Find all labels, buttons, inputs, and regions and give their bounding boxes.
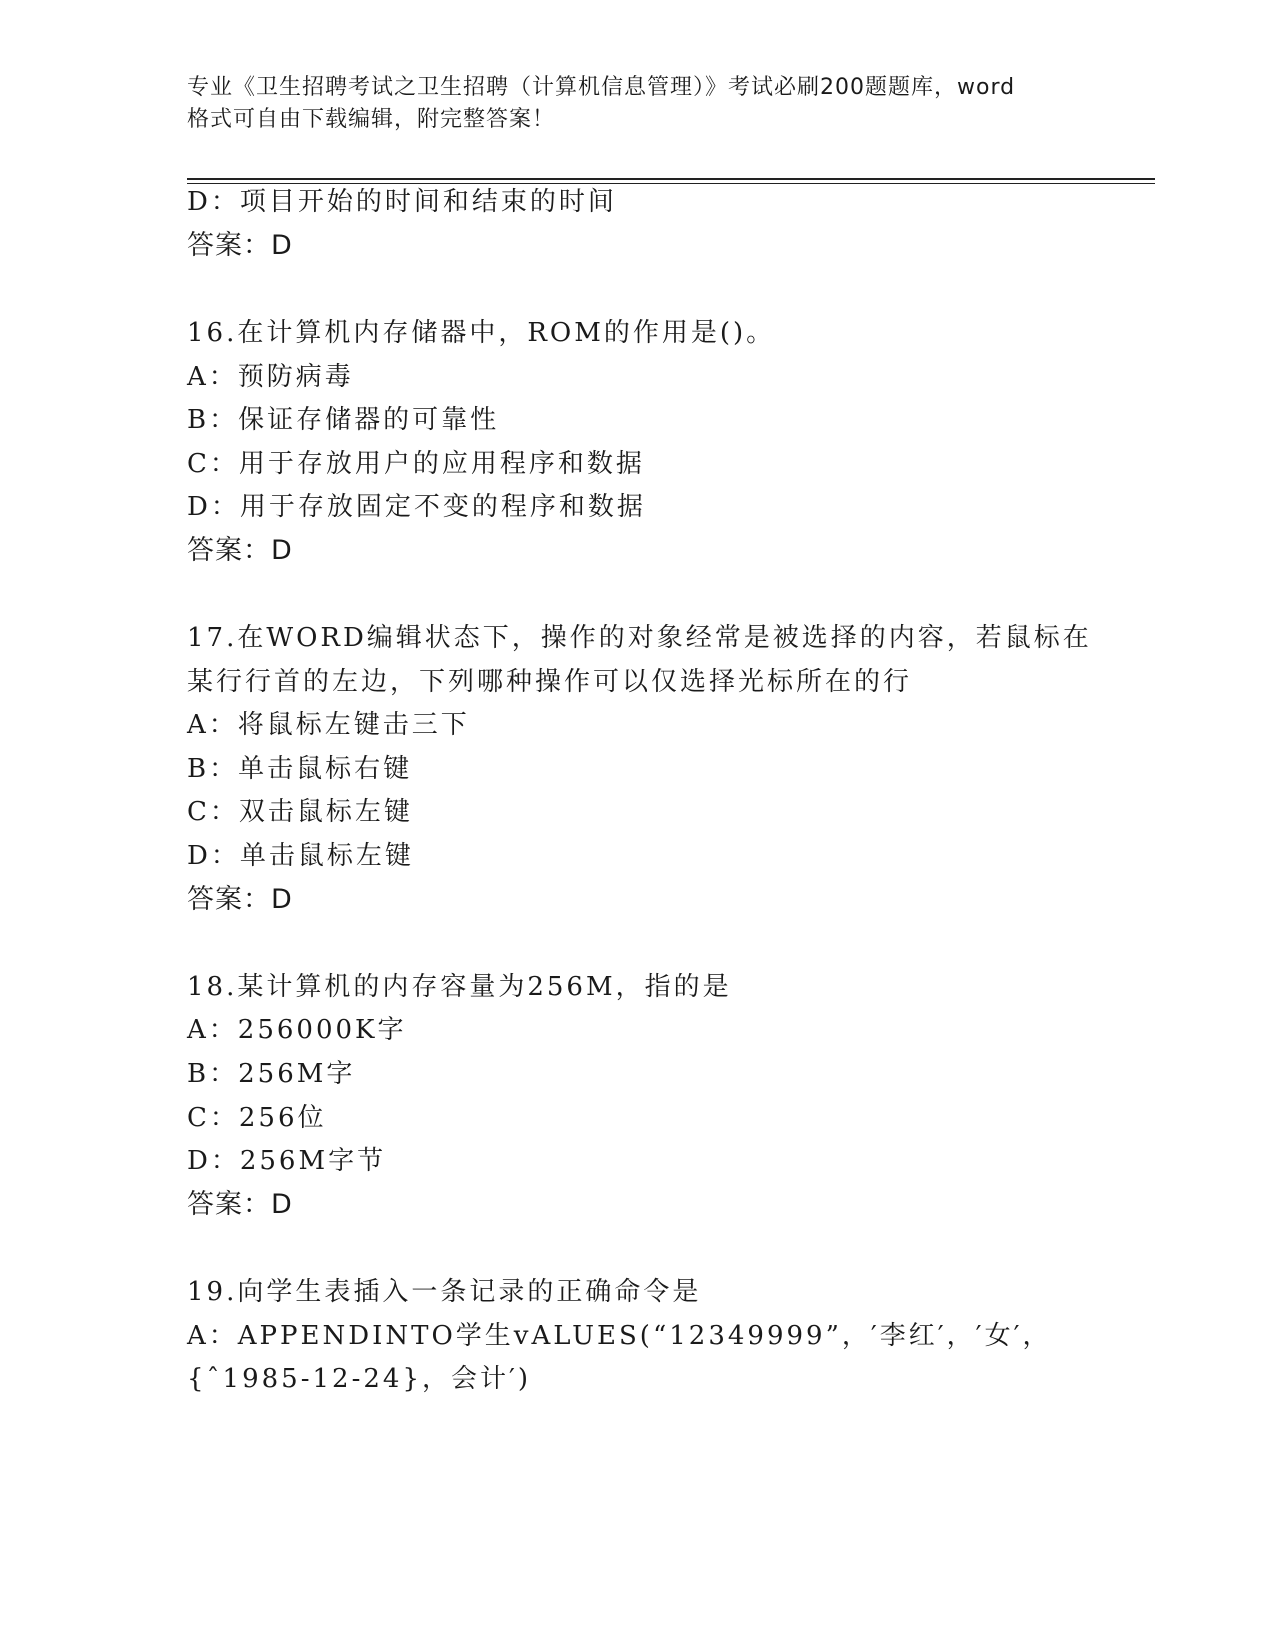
q17-option-c: C：双击鼠标左键 <box>187 797 413 827</box>
q17-option-b: B：单击鼠标右键 <box>187 754 413 784</box>
q16-option-c: C：用于存放用户的应用程序和数据 <box>187 449 645 479</box>
q15-answer: 答案：D <box>187 230 293 261</box>
q19-stem: 19.向学生表插入一条记录的正确命令是 <box>187 1277 702 1307</box>
q17-option-d: D：单击鼠标左键 <box>187 841 414 871</box>
q16-option-d: D：用于存放固定不变的程序和数据 <box>187 492 646 522</box>
header-line-2: 格式可自由下载编辑，附完整答案！ <box>187 107 556 132</box>
header-divider-thin <box>187 183 1155 184</box>
header-divider-thick <box>187 178 1155 180</box>
q16-stem: 16.在计算机内存储器中，ROM的作用是()。 <box>187 318 776 348</box>
q17-option-a: A：将鼠标左键击三下 <box>187 710 470 740</box>
q18-option-d: D：256M字节 <box>187 1146 387 1176</box>
q18-option-b: B：256M字 <box>187 1059 356 1089</box>
q18-option-c: C：256位 <box>187 1103 327 1133</box>
q18-stem: 18.某计算机的内存容量为256M，指的是 <box>187 972 732 1002</box>
q17-stem-line-1: 17.在WORD编辑状态下，操作的对象经常是被选择的内容，若鼠标在 <box>187 623 1092 653</box>
q16-answer: 答案：D <box>187 535 293 566</box>
q18-answer: 答案：D <box>187 1189 293 1220</box>
q16-option-b: B：保证存储器的可靠性 <box>187 405 500 435</box>
header-line-1: 专业《卫生招聘考试之卫生招聘（计算机信息管理）》考试必刷200题题库，word <box>187 75 1016 100</box>
q15-option-d: D：项目开始的时间和结束的时间 <box>187 187 617 217</box>
document-header <box>187 72 1107 136</box>
q17-stem-line-2: 某行行首的左边，下列哪种操作可以仅选择光标所在的行 <box>187 667 913 697</box>
q18-option-a: A：256000K字 <box>187 1015 407 1045</box>
q16-option-a: A：预防病毒 <box>187 362 354 392</box>
q17-answer: 答案：D <box>187 884 293 915</box>
q19-option-a-line-2: {ˆ1985-12-24}，会计′) <box>187 1364 532 1394</box>
q19-option-a-line-1: A：APPENDINTO学生vALUES(“12349999”，′李红′，′女′， <box>187 1321 1052 1351</box>
